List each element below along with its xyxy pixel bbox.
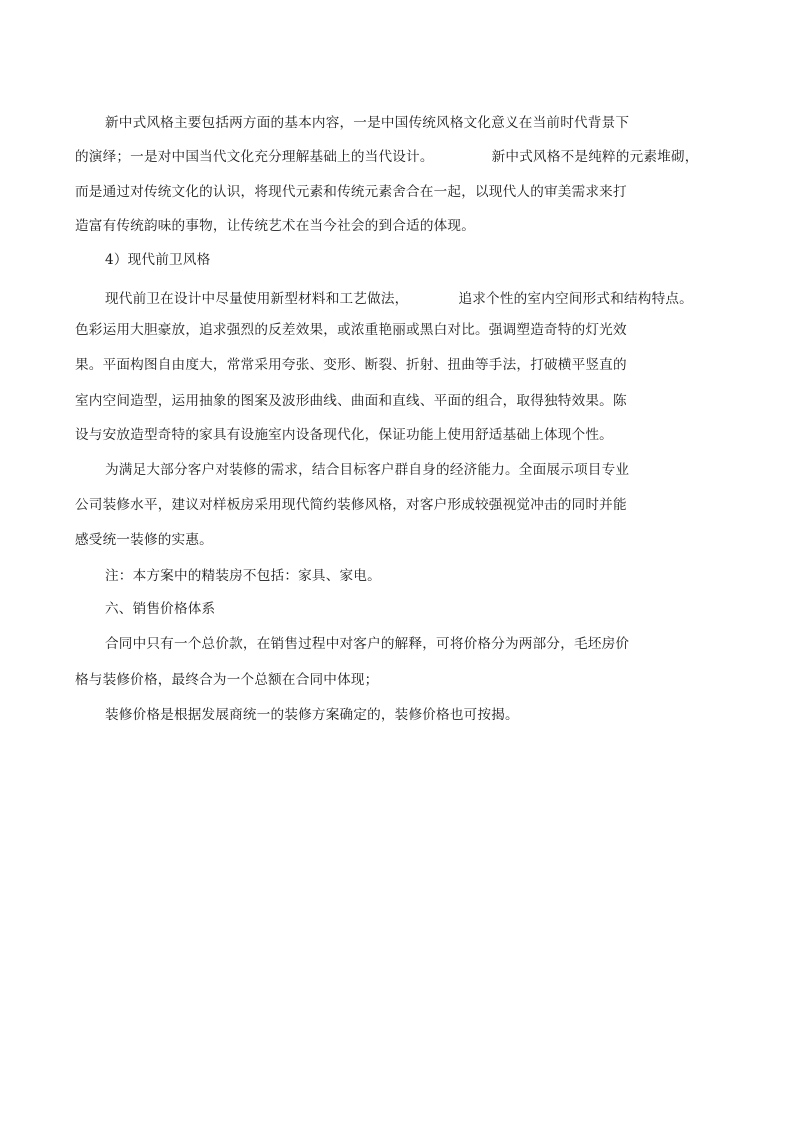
paragraph-4-line-2: 格与装修价格，最终合为一个总额在合同中体现；: [75, 672, 379, 688]
paragraph-2-line-5: 设与安放造型奇特的家具有设施室内设备现代化，保证功能上使用舒适基础上体现个性。: [75, 427, 613, 443]
heading-pricing-system: 六、销售价格体系: [105, 601, 216, 617]
paragraph-1-line-4: 造富有传统韵味的事物，让传统艺术在当今社会的到合适的体现。: [75, 218, 476, 234]
paragraph-1-line-2-part-b: 新中式风格不是纯粹的元素堆砌，: [491, 149, 699, 165]
paragraph-2-line-1-part-b: 追求个性的室内空间形式和结构特点。: [458, 291, 693, 307]
paragraph-1-line-2: [75, 148, 699, 166]
paragraph-1-line-3: 而是通过对传统文化的认识，将现代元素和传统元素舍合在一起，以现代人的审美需求来打: [75, 184, 627, 200]
paragraph-3-line-3: 感受统一装修的实惠。: [75, 532, 213, 548]
paragraph-3-line-2: 公司装修水平，建议对样板房采用现代简约装修风格，对客户形成较强视觉冲击的同时并能: [75, 497, 627, 513]
paragraph-4-line-1: 合同中只有一个总价款，在销售过程中对客户的解释，可将价格分为两部分，毛坯房价: [105, 636, 630, 652]
paragraph-1-line-2-part-a: 的演绎；一是对中国当代文化充分理解基础上的当代设计。: [75, 149, 434, 165]
paragraph-1-line-1: 新中式风格主要包括两方面的基本内容，一是中国传统风格文化意义在当前时代背景下: [105, 115, 630, 131]
paragraph-5-line-1: 装修价格是根据发展商统一的装修方案确定的，装修价格也可按揭。: [105, 707, 519, 723]
paragraph-2-line-1: [105, 290, 693, 308]
paragraph-2-line-3: 果。平面构图自由度大，常常采用夸张、变形、断裂、折射、扭曲等手法，打破横平竖直的: [75, 357, 627, 373]
note-exclusions: 注：本方案中的精装房不包括：家具、家电。: [105, 568, 381, 584]
heading-modern-avant-garde: 4）现代前卫风格: [105, 252, 211, 268]
paragraph-2-line-2: 色彩运用大胆豪放，追求强烈的反差效果，或浓重艳丽或黑白对比。强调塑造奇特的灯光效: [75, 322, 627, 338]
paragraph-2-line-1-part-a: 现代前卫在设计中尽量使用新型材料和工艺做法，: [105, 291, 409, 307]
paragraph-2-line-4: 室内空间造型，运用抽象的图案及波形曲线、曲面和直线、平面的组合，取得独特效果。陈: [75, 393, 627, 409]
paragraph-3-line-1: 为满足大部分客户对装修的需求，结合目标客户群自身的经济能力。全面展示项目专业: [105, 462, 630, 478]
